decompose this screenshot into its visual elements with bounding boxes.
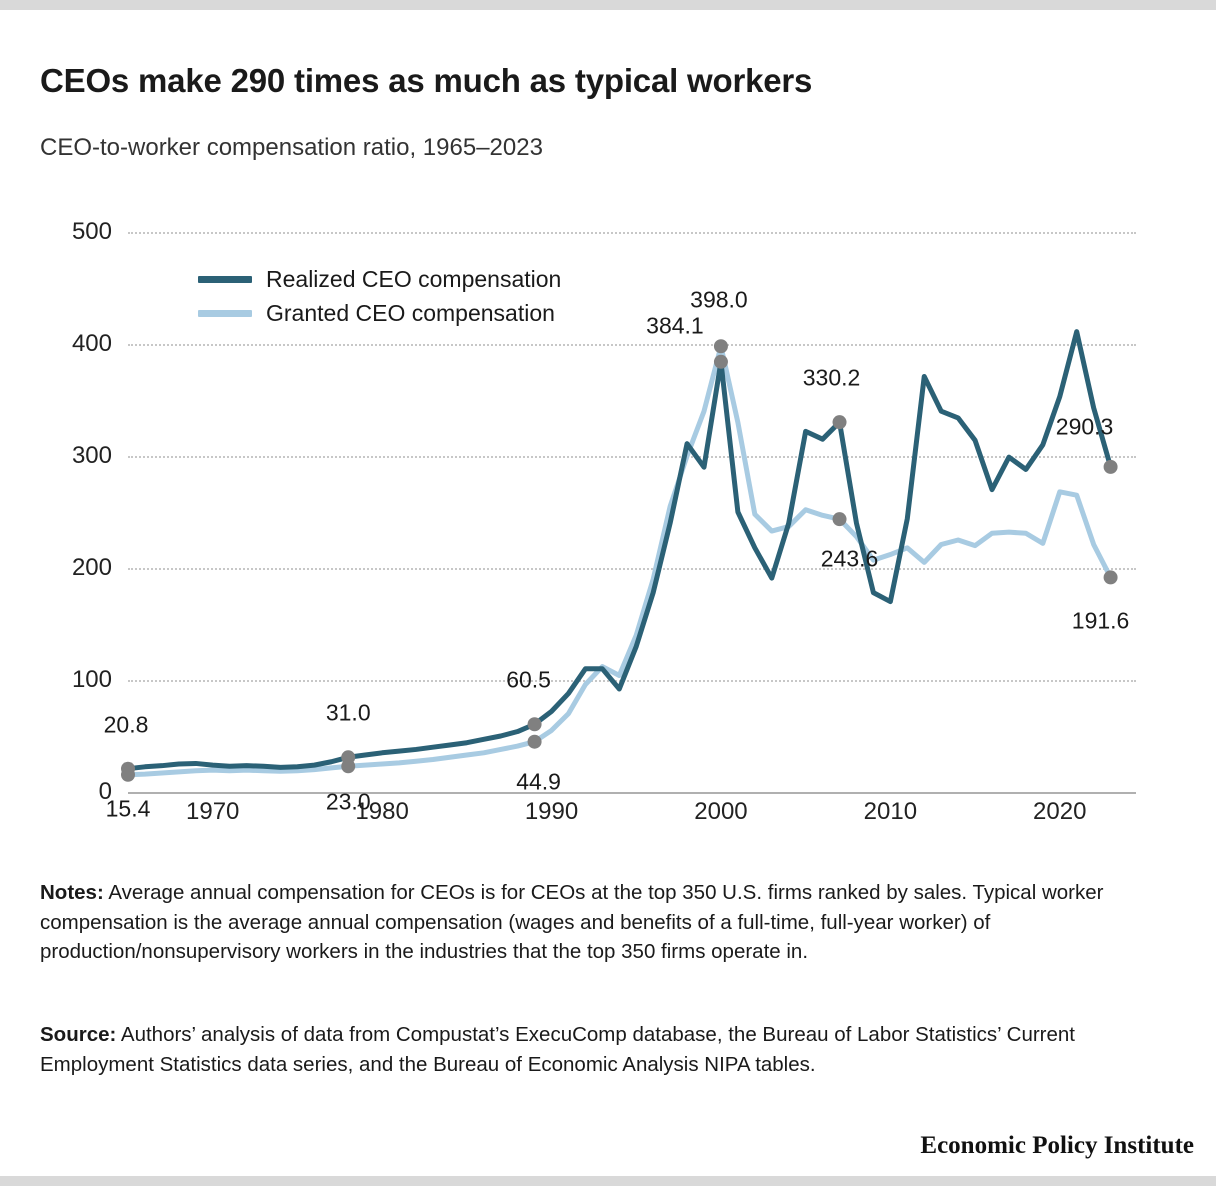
chart-figure [0,10,1216,1176]
source-label: Source: [40,1023,117,1046]
notes-label: Notes: [40,881,104,904]
source-text: Authors’ analysis of data from Compustat’s ExecuComp database, the Bureau of Labor Statistics’ Current Employment Statistics data series, and the Bureau of Economic Analysis NIPA tables. [40,1023,1076,1076]
epi-logo: Economic Policy Institute [920,1132,1194,1159]
data-point-marker [528,735,542,749]
data-point-marker [833,512,847,526]
y-tick-label: 0 [98,778,112,805]
data-label: 44.9 [516,768,561,795]
data-label: 398.0 [690,286,748,313]
x-tick-label: 2000 [694,798,748,825]
legend-item-realized [198,262,561,296]
y-tick-label: 200 [71,554,112,581]
series-line [128,332,1111,769]
data-label: 23.0 [325,788,371,815]
data-point-marker [341,759,355,773]
y-tick-label: 300 [71,442,112,469]
chart-legend [198,262,561,330]
x-tick-label: 1990 [524,798,579,825]
x-tick-label: 1980 [355,798,409,825]
data-label: 330.2 [802,364,861,391]
data-label: 60.5 [506,666,551,693]
legend-swatch-realized [198,276,252,283]
legend-label-granted: Granted CEO compensation [266,299,555,326]
chart-title: CEOs make 290 times as much as typical workers [40,62,813,99]
source-block [40,1020,1180,1079]
data-label: 31.0 [325,699,371,726]
y-tick-label: 500 [71,218,112,245]
data-point-marker [714,339,728,353]
data-point-marker [528,717,542,731]
notes-block [40,878,1180,967]
chart-subtitle: CEO-to-worker compensation ratio, 1965–2023 [40,134,543,161]
legend-item-granted [198,296,561,330]
x-tick-label: 2010 [863,798,918,825]
data-point-marker [1104,570,1118,584]
x-tick-label: 2020 [1033,798,1087,825]
legend-label-realized: Realized CEO compensation [266,265,562,292]
notes-text: Average annual compensation for CEOs is for CEOs at the top 350 U.S. firms ranked by sales. Typical worker compensation is the average annual compensation (wages and benefits of a full-time, full-year worker) of production/nonsupervisory workers in the industries that the top 350 firms operate in. [40,881,1104,964]
data-label: 191.6 [1071,607,1130,634]
data-point-marker [1104,460,1118,474]
data-label: 15.4 [105,795,151,822]
data-label: 290.3 [1055,413,1114,440]
data-point-marker [121,768,135,782]
data-point-marker [833,415,847,429]
data-point-marker [714,355,728,369]
y-tick-label: 400 [71,330,112,357]
x-tick-label: 1970 [186,798,240,825]
y-tick-label: 100 [71,666,112,693]
plot-area [71,218,1136,825]
legend-swatch-granted [198,310,252,317]
data-label: 384.1 [646,312,704,339]
series-line [128,346,1111,775]
data-label: 20.8 [103,711,149,738]
data-label: 243.6 [820,545,879,572]
x-axis-line [128,792,1136,794]
